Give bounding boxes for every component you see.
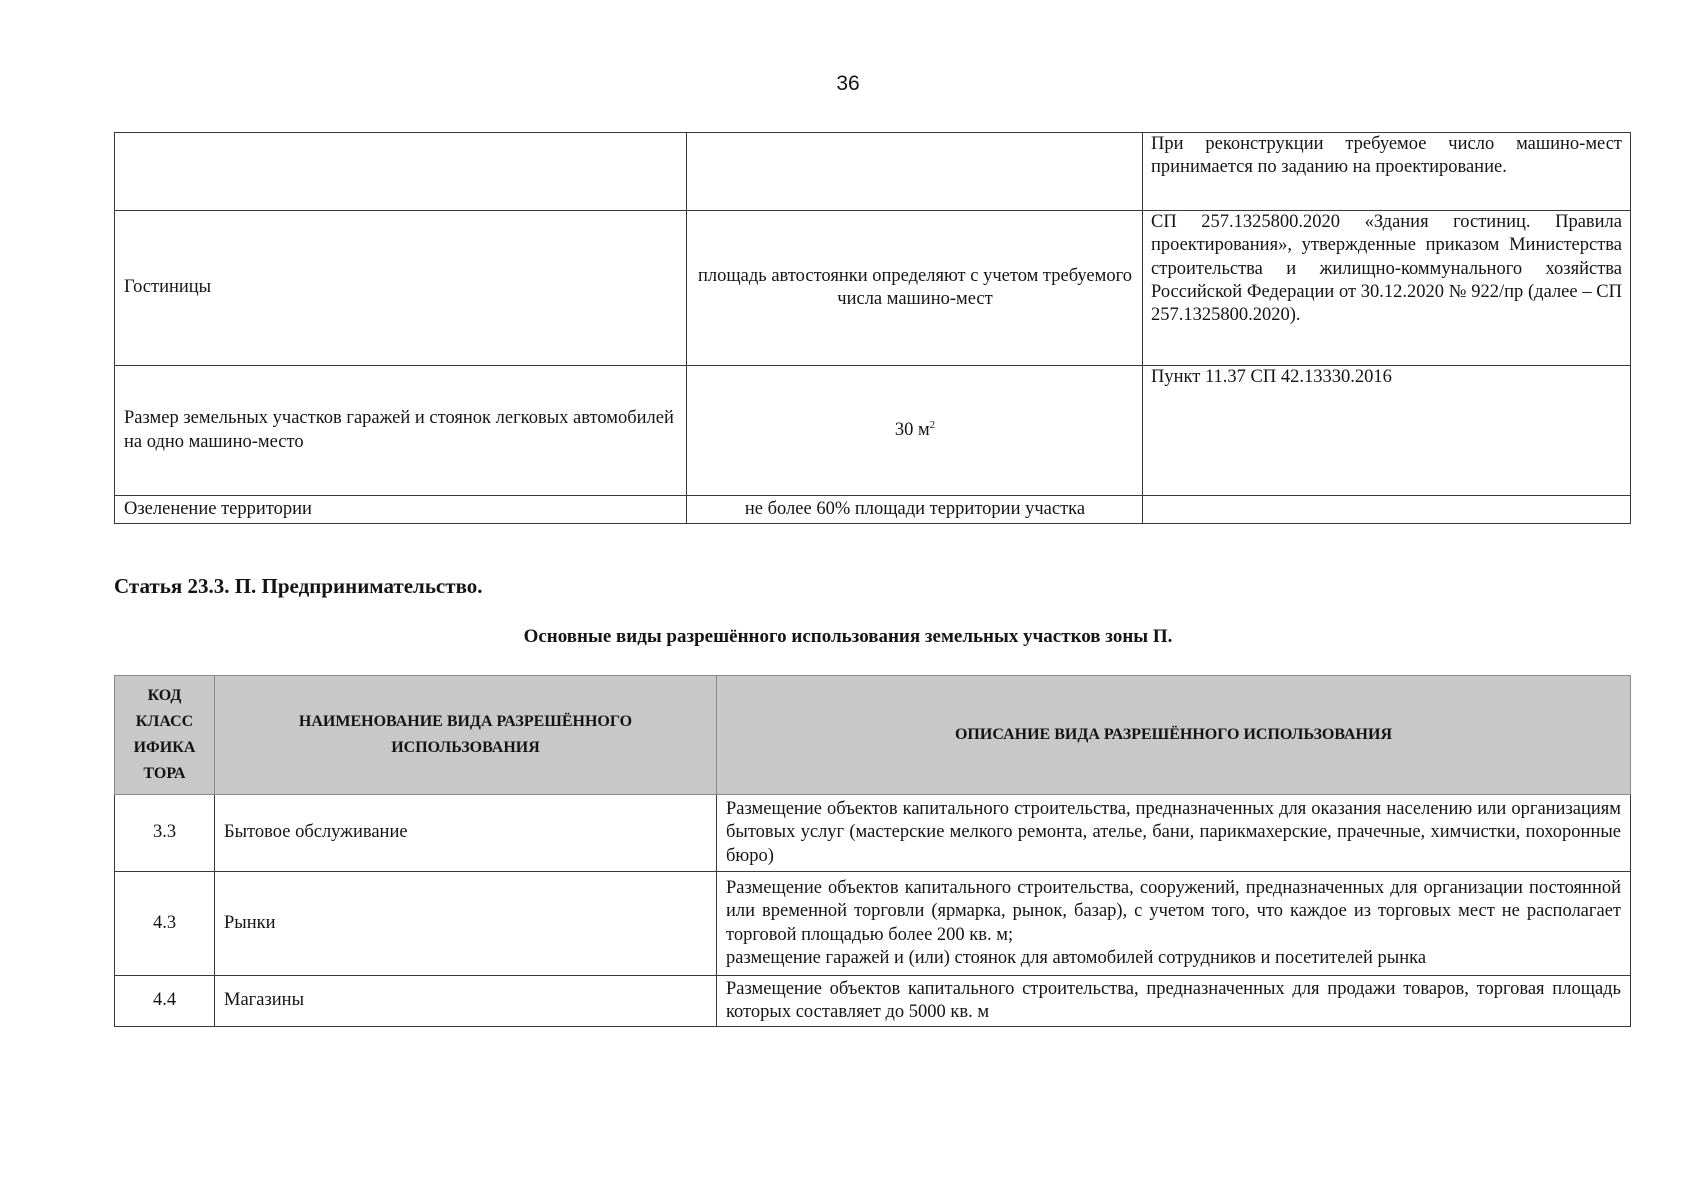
column-header-name: НАИМЕНОВАНИЕ ВИДА РАЗРЕШЁННОГО ИСПОЛЬЗОВАНИЯ [215,676,717,795]
code-cell: 3.3 [115,795,215,872]
code-cell: 4.4 [115,976,215,1027]
name-cell: Магазины [215,976,717,1027]
basis-cell [1143,496,1631,524]
value-cell: площадь автостоянки определяют с учетом требуемого числа машино-мест [687,211,1143,366]
table-row [115,795,1631,872]
column-header-code: КОД КЛАСС ИФИКА ТОРА [115,676,215,795]
permitted-use-table [114,675,1631,1027]
table-row [115,211,1631,366]
value-cell [687,133,1143,211]
parameter-cell: Гостиницы [115,211,687,366]
basis-cell: Пункт 11.37 СП 42.13330.2016 [1143,366,1631,496]
superscript: 2 [929,418,936,431]
value-cell [687,366,1143,496]
parameter-cell [115,133,687,211]
basis-cell: СП 257.1325800.2020 «Здания гостиниц. Правила проектирования», утвержденные приказом Министерства строительства и жилищно-коммунального хозяйства Российской Федерации от 30.12.2020 № 922/пр (далее – СП 257.1325800.2020). [1143,211,1631,366]
header-row [115,676,1631,795]
page-number: 36 [836,72,860,95]
table-row [115,872,1631,976]
parameter-cell: Размер земельных участков гаражей и стоянок легковых автомобилей на одно машино-место [115,366,687,496]
parameter-cell: Озеленение территории [115,496,687,524]
table-row [115,133,1631,211]
description-cell: Размещение объектов капитального строительства, сооружений, предназначенных для организации постоянной или временной торговли (ярмарка, рынок, базар), с учетом того, что каждое из торговых мест не располагает торговой площадью более 200 кв. м; размещение гаражей и (или) стоянок для автомобилей сотрудников и посетителей рынка [717,872,1631,976]
table-title: Основные виды разрешённого использования земельных участков зоны П. [523,626,1173,647]
description-cell: Размещение объектов капитального строительства, предназначенных для оказания населению или организациям бытовых услуг (мастерские мелкого ремонта, ателье, бани, парикмахерские, прачечные, химчистки, похоронные бюро) [717,795,1631,872]
table-row [115,366,1631,496]
column-header-description: ОПИСАНИЕ ВИДА РАЗРЕШЁННОГО ИСПОЛЬЗОВАНИЯ [717,676,1631,795]
name-cell: Бытовое обслуживание [215,795,717,872]
basis-cell: При реконструкции требуемое число машино-мест принимается по заданию на проектирование. [1143,133,1631,211]
description-cell: Размещение объектов капитального строительства, предназначенных для продажи товаров, торговая площадь которых составляет до 5000 кв. м [717,976,1631,1027]
article-title: Статья 23.3. П. Предпринимательство. [114,574,483,598]
table-row [115,496,1631,524]
value-cell: не более 60% площади территории участка [687,496,1143,524]
value-text: 30 м [894,419,930,440]
table-row [115,976,1631,1027]
parameters-table [114,132,1631,524]
name-cell: Рынки [215,872,717,976]
code-cell: 4.3 [115,872,215,976]
